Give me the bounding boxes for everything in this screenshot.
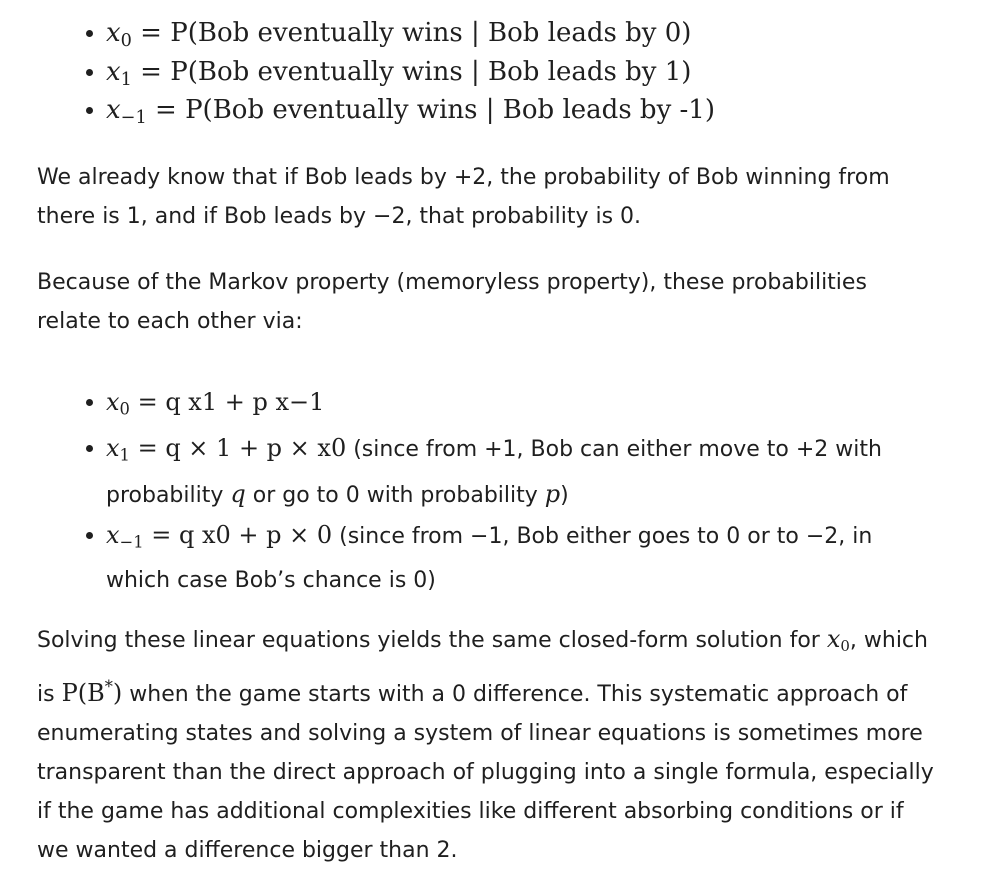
math-subscript: 0: [119, 399, 130, 419]
math-var: x: [106, 56, 121, 87]
equation-note: ): [560, 483, 569, 509]
math-var: p: [544, 480, 561, 509]
math-pb-close: ): [112, 678, 123, 707]
equation-note: or go to 0 with probability: [245, 483, 545, 509]
math-rhs: = q x0 + p × 0: [151, 520, 333, 549]
equation-note: (since from +1, Bob can either move to +2 with probability: [106, 436, 882, 509]
paragraph-boundary-conditions: We already know that if Bob leads by +2, the probability of Bob winning from there is 1, and if Bob leads by −2, that probability is 0.: [37, 164, 890, 229]
math-var: q: [230, 480, 246, 509]
math-subscript: 0: [120, 30, 132, 51]
math-pb-open: P(B: [61, 678, 105, 707]
math-expression: [106, 433, 347, 465]
solution-text: when the game starts with a 0 difference. This systematic approach of enumerating states and solving a system of linear equations is sometimes more transparent than the direct approach of plugging into a single formula, especially if the game has additional complexities like different absorbing conditions or if we wanted a difference bigger than 2.: [37, 681, 934, 863]
math-var: x: [106, 520, 120, 549]
state-definition-list: [37, 0, 1007, 130]
math-var: x: [106, 387, 120, 416]
math-subscript: 1: [119, 445, 130, 465]
math-expression: [106, 387, 325, 419]
state-definition-x1: $x_1 = P(Bob$ eventually wins | Bob leads by 1): [37, 53, 1007, 92]
paragraph-markov-property: Because of the Markov property (memoryless property), these probabilities relate to each other via:: [37, 269, 867, 334]
equation-x0: [37, 383, 926, 429]
math-var: x: [826, 625, 841, 654]
math-var: x: [106, 95, 121, 126]
math-var: x: [106, 433, 120, 462]
state-definition-expression: P(Bob eventually wins | Bob leads by 1): [170, 56, 692, 87]
math-rhs: = q x1 + p x−1: [137, 387, 325, 416]
equation-x1: [37, 429, 926, 516]
math-subscript: 0: [840, 637, 850, 656]
math-pb: [61, 676, 123, 707]
math-expression: [106, 520, 333, 552]
math-superscript: *: [104, 676, 113, 696]
math-rhs: = q × 1 + p × x0: [137, 433, 347, 462]
math-subscript: −1: [120, 108, 147, 129]
state-definition-expression: P(Bob eventually wins | Bob leads by 0): [170, 18, 692, 48]
equation-note: (since from −1, Bob either goes to 0 or to −2, in which case Bob’s chance is 0): [106, 523, 873, 593]
state-definition-expression: P(Bob eventually wins | Bob leads by -1): [185, 95, 715, 126]
solution-text: Solving these linear equations yields the same closed-form solution for: [37, 628, 827, 654]
solution-text: , which is: [37, 628, 928, 707]
paragraph-solution: [37, 620, 937, 869]
equation-xneg1: [37, 516, 926, 601]
equation-list: [37, 383, 1007, 601]
state-definition-xneg1: $x_{-1} = P(Bob$ eventually wins | Bob leads by -1): [37, 91, 1007, 130]
math-subscript: −1: [119, 532, 144, 552]
state-definition-x0: $x_0 = P(Bob$ eventually wins | Bob leads by 0): [37, 14, 1007, 53]
math-subscript: 1: [120, 69, 132, 90]
math-var: x: [106, 18, 121, 48]
